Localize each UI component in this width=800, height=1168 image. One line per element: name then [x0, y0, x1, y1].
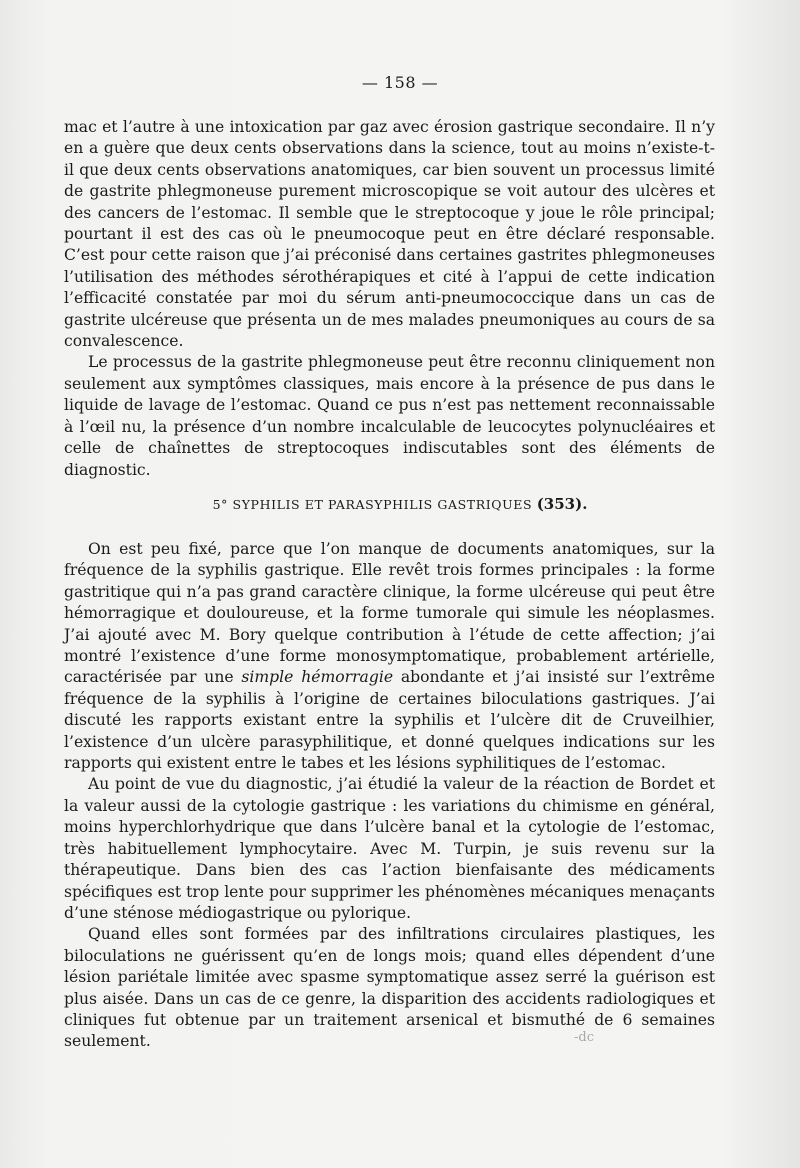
section-heading-title: 5° SYPHILIS ET PARASYPHILIS GASTRIQUES [212, 497, 533, 512]
paragraph-1: mac et l’autre à une intoxication par gaz avec érosion gastrique secondaire. Il n’y en a guère que deux cents observations dans la science, tout au moins n’existe-t-il que deux cents observations anatomiques, car bien souvent un processus limité de gastrite phlegmoneuse purement microscopique se voit autour des ulcères et des cancers de l’estomac. Il semble que le streptocoque y joue le rôle principal; pourtant il est des cas où le pneumocoque peut en être déclaré responsable. C’est pour cette raison que j’ai préconisé dans certaines gastrites phlegmoneuses l’utilisation des méthodes sérothérapiques et cité à l’appui de cette indication l’efficacité constatée par moi du sérum anti-pneumococcique dans un cas de gastrite ulcéreuse que présenta un de mes malades pneumoniques au cours de sa convalescence. [64, 118, 715, 351]
paragraph-3-text-b: abondante et j’ai insisté sur l’extrême fréquence de la syphilis à l’origine de certaines biloculations gastriques. J’ai discuté les rapports existant entre la syphilis et l’ulcère dit de Cruveilhier, l’existence d’un ulcère parasyphilitique, et donné quelques indications sur les rapports qui existent entre le tabes et les lésions syphilitiques de l’estomac. [64, 668, 715, 773]
paragraph-2: Le processus de la gastrite phlegmoneuse peut être reconnu cliniquement non seulement aux symptômes classiques, mais encore à la présence de pus dans le liquide de lavage de l’estomac. Quand ce pus n’est pas nettement reconnaissable à l’œil nu, la présence d’un nombre incalculable de leucocytes polynucléaires et celle de chaînettes de streptocoques indiscutables sont des éléments de diagnostic. [64, 353, 715, 479]
section-heading [0, 495, 800, 513]
paragraph-3-text-a: On est peu fixé, parce que l’on manque de documents anatomiques, sur la fréquence de la syphilis gastrique. Elle revêt trois formes principales : la forme gastritique qui n’a pas grand caractère clinique, la forme ulcéreuse qui peut être hémorragique et douloureuse, et la forme tumorale qui simule les néoplasmes. J’ai ajouté avec M. Bory quelque contribution à l’étude de cette affection; j’ai montré l’existence d’une forme monosymptomatique, probablement artérielle, caractérisée par une [64, 540, 715, 687]
paragraph-4: Au point de vue du diagnostic, j’ai étudié la valeur de la réaction de Bordet et la valeur aussi de la cytologie gastrique : les variations du chimisme en général, moins hyperchlorhydrique que dans l’ulcère banal et la cytologie de l’estomac, très habituellement lymphocytaire. Avec M. Turpin, je suis revenu sur la thérapeutique. Dans bien des cas l’action bienfaisante des médicaments spécifiques est trop lente pour supprimer les phénomènes mécaniques menaçants d’une sténose médiogastrique ou pylorique. [64, 775, 715, 922]
paragraph-3 [64, 539, 715, 774]
section-gastric-syphilis [64, 539, 715, 1053]
paragraph-3-emphasis: simple hémorragie [241, 668, 394, 687]
page-number: — 158 — [361, 73, 439, 92]
section-heading-reference: (353). [536, 495, 588, 513]
section-phlegmonous-gastritis [64, 117, 715, 481]
paragraph-5: Quand elles sont formées par des infiltrations circulaires plastiques, les biloculations ne guérissent qu’en de longs mois; quand elles dépendent d’une lésion pariétale limitée avec spasme symptomatique assez serré la guérison est plus aisée. Dans un cas de ce genre, la disparition des accidents radiologiques et cliniques fut obtenue par un traitement arsenical et bismuthé de 6 semaines seulement. [64, 925, 715, 1051]
margin-note: -dc [574, 1030, 594, 1045]
